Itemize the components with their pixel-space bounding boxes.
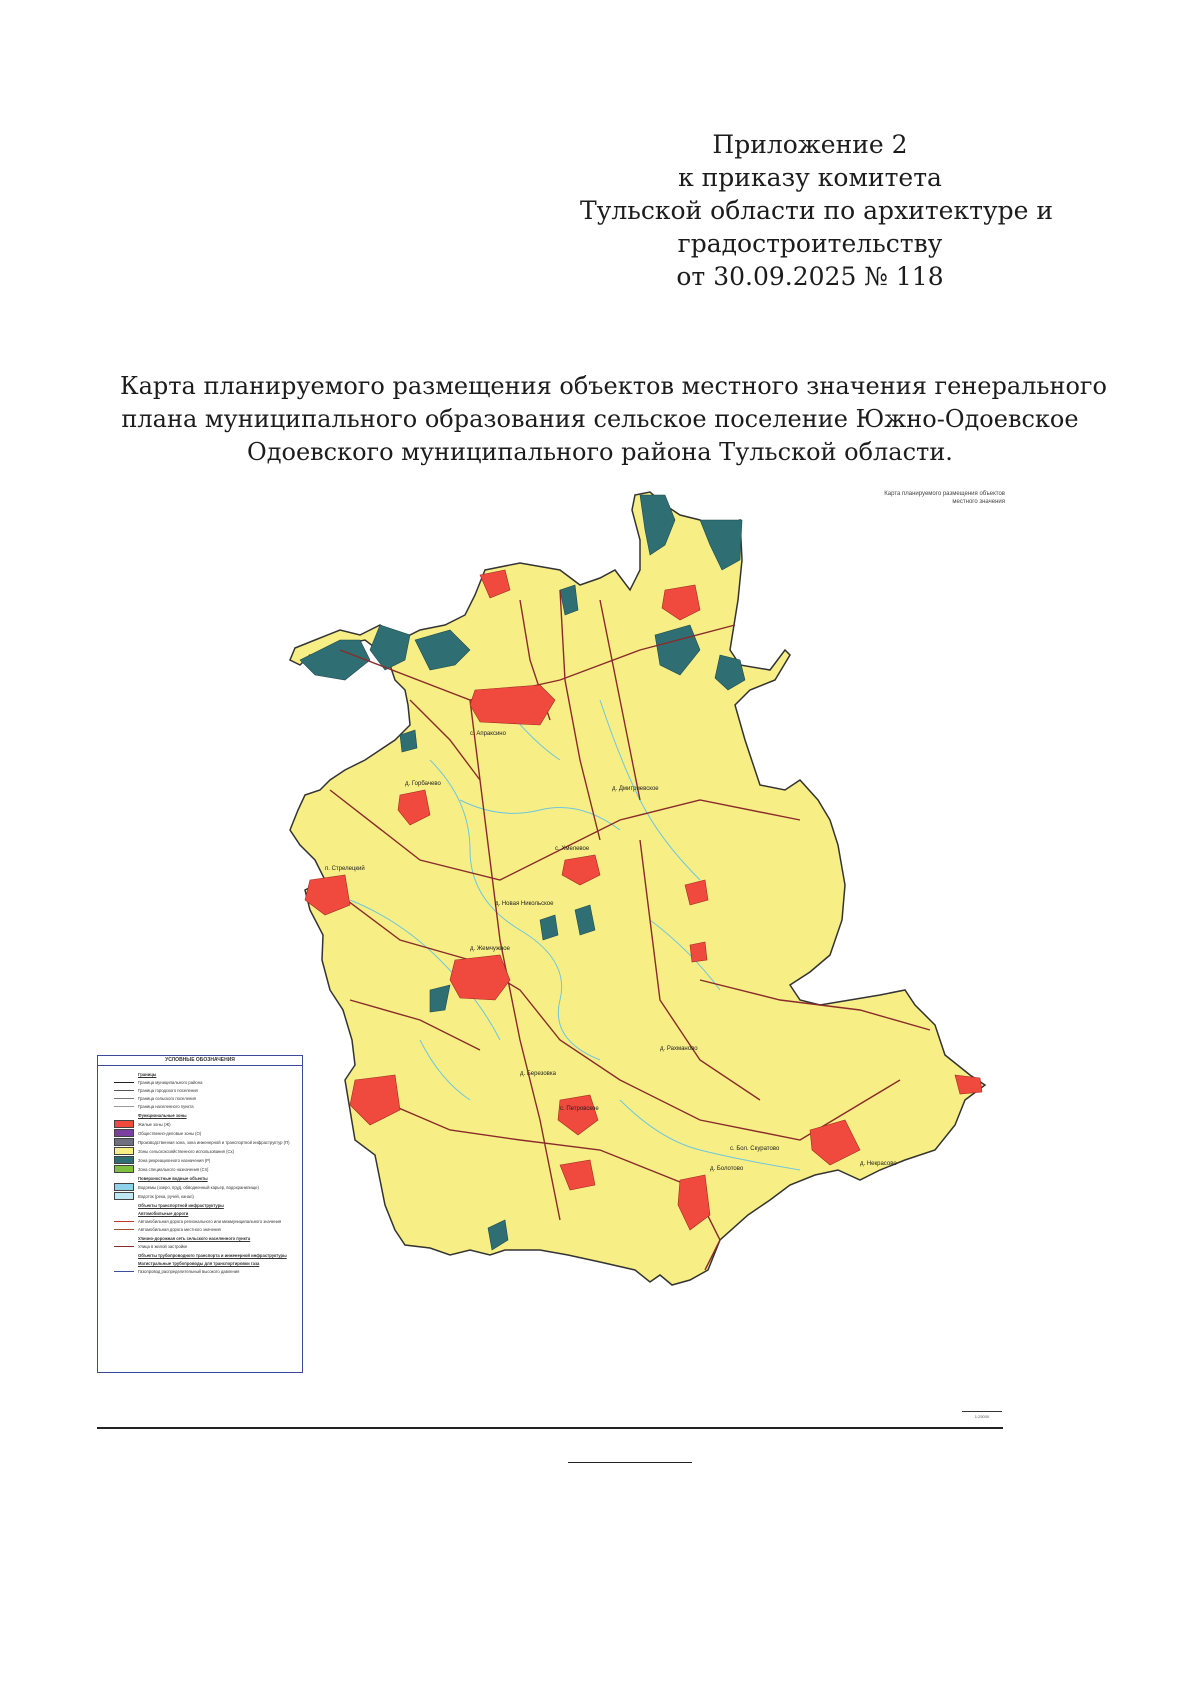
legend-item: [102, 1095, 298, 1102]
short-divider: [568, 1462, 692, 1463]
legend-item-symbol: [114, 1156, 134, 1164]
legend-item: [102, 1120, 298, 1128]
legend-section-header: Поверхностные водные объекты: [138, 1176, 208, 1181]
legend-item-label: Граница сельского поселения: [138, 1096, 196, 1101]
map-title-line: Одоевского муниципального района Тульской области.: [247, 438, 953, 466]
legend-item-label: Жилые зоны (Ж): [138, 1121, 171, 1127]
legend-item-symbol: [114, 1246, 134, 1247]
settlement-label: д. Болотово: [710, 1166, 744, 1172]
legend-item-symbol: [114, 1165, 134, 1173]
legend-item-symbol: [114, 1183, 134, 1191]
settlement-label: д. Новая Никольское: [495, 901, 554, 907]
legend-item: [102, 1268, 298, 1275]
legend-item-label: Зона рекреационного назначения (Р): [138, 1157, 211, 1163]
legend-item-symbol: [114, 1129, 134, 1137]
legend-item-symbol: [114, 1147, 134, 1155]
legend-section-header: Функциональные зоны: [138, 1113, 187, 1118]
scale-bar: [962, 1411, 1002, 1423]
bottom-divider: [97, 1427, 1003, 1429]
legend-item: [102, 1218, 298, 1225]
map-title-line: Карта планируемого размещения объектов местного значения генерального: [120, 372, 1107, 400]
legend-item-label: Зона специального назначения (Сп): [138, 1166, 209, 1172]
settlement-label: д. Жемчужное: [470, 946, 510, 952]
legend-item: [102, 1079, 298, 1086]
legend-item-symbol: [114, 1106, 134, 1107]
map-legend: [97, 1055, 303, 1373]
settlement-label: д. Березовка: [520, 1071, 556, 1077]
legend-section-header: Автомобильные дороги: [138, 1211, 189, 1216]
legend-item-symbol: [114, 1192, 134, 1200]
legend-section-header: Объекты транспортной инфраструктуры: [138, 1203, 224, 1208]
legend-item: [102, 1183, 298, 1191]
residential-zone: [690, 942, 707, 962]
corner-title-line: Карта планируемого размещения объектов: [884, 491, 1005, 497]
legend-item-symbol: [114, 1221, 134, 1222]
legend-item-label: Общественно-деловые зоны (О): [138, 1130, 202, 1136]
legend-item-symbol: [114, 1098, 134, 1099]
legend-item-label: Автомобильная дорога регионального или межмуниципального значения: [138, 1219, 282, 1224]
legend-item-label: Граница муниципального района: [138, 1080, 203, 1085]
legend-item-label: Водоток (река, ручей, канал): [138, 1193, 194, 1199]
settlement-label: д. Некрасово: [860, 1161, 897, 1167]
legend-item-label: Зоны сельскохозяйственного использования (Сх): [138, 1148, 235, 1154]
scale-bar-line: [962, 1411, 1002, 1412]
legend-item: [102, 1165, 298, 1173]
map-corner-title: [855, 490, 1005, 506]
legend-item: [102, 1147, 298, 1155]
legend-item-label: Газопровод распределительный высокого давления: [138, 1269, 240, 1274]
settlement-label: с. Апраксино: [470, 731, 506, 737]
legend-item-label: Улица в жилой застройке: [138, 1244, 188, 1249]
legend-item-symbol: [114, 1271, 134, 1272]
legend-section-header: Улично-дорожная сеть сельского населенного пункта: [138, 1236, 251, 1241]
legend-item-symbol: [114, 1120, 134, 1128]
legend-item-symbol: [114, 1229, 134, 1230]
settlement-label: п. Стрелецкий: [325, 866, 365, 872]
legend-item: [102, 1226, 298, 1233]
legend-section-header: Магистральные трубопроводы для транспортировки газа: [138, 1261, 260, 1266]
settlement-label: д. Дмитриевское: [612, 786, 659, 792]
legend-item-label: Граница населенного пункта: [138, 1104, 194, 1109]
legend-item: [102, 1156, 298, 1164]
settlement-label: с. Хмелевое: [555, 846, 590, 852]
settlement-label: д. Горбачево: [405, 781, 441, 787]
settlement-label: с. Петровское: [560, 1106, 599, 1112]
legend-item: [102, 1138, 298, 1146]
appendix-line: к приказу комитета: [678, 163, 942, 192]
legend-item-symbol: [114, 1138, 134, 1146]
legend-item: [102, 1243, 298, 1250]
scale-bar-label: 1:25000: [974, 1414, 990, 1419]
legend-item-label: Граница городского поселения: [138, 1088, 198, 1093]
appendix-line: Тульской области по архитектуре и: [580, 196, 1054, 225]
legend-section-header: Границы: [138, 1072, 157, 1077]
legend-item-label: Водоемы (озеро, пруд, обводненный карьер, водохранилище): [138, 1184, 259, 1190]
legend-section-header: Объекты трубопроводного транспорта и инженерной инфраструктуры: [138, 1253, 287, 1258]
appendix-line: Приложение 2: [712, 130, 908, 159]
appendix-line: градостроительству: [677, 229, 943, 258]
legend-item-label: Производственная зона, зона инженерной и транспортной инфраструктур (П): [138, 1139, 290, 1145]
settlement-label: с. Бол. Скуратово: [730, 1146, 780, 1152]
settlement-label: д. Рахманово: [660, 1046, 698, 1052]
legend-item: [102, 1192, 298, 1200]
legend-body: [98, 1066, 302, 1279]
legend-item-label: Автомобильная дорога местного значения: [138, 1227, 221, 1232]
legend-item: [102, 1103, 298, 1110]
legend-item-symbol: [114, 1090, 134, 1091]
corner-title-line: местного значения: [952, 499, 1005, 505]
residential-zone: [955, 1075, 982, 1094]
appendix-line: от 30.09.2025 № 118: [676, 262, 944, 291]
legend-item: [102, 1129, 298, 1137]
legend-item: [102, 1087, 298, 1094]
legend-item-symbol: [114, 1082, 134, 1083]
legend-title: УСЛОВНЫЕ ОБОЗНАЧЕНИЯ: [98, 1056, 302, 1066]
map-title-line: плана муниципального образования сельское поселение Южно-Одоевское: [121, 405, 1079, 433]
residential-zone: [470, 685, 555, 725]
